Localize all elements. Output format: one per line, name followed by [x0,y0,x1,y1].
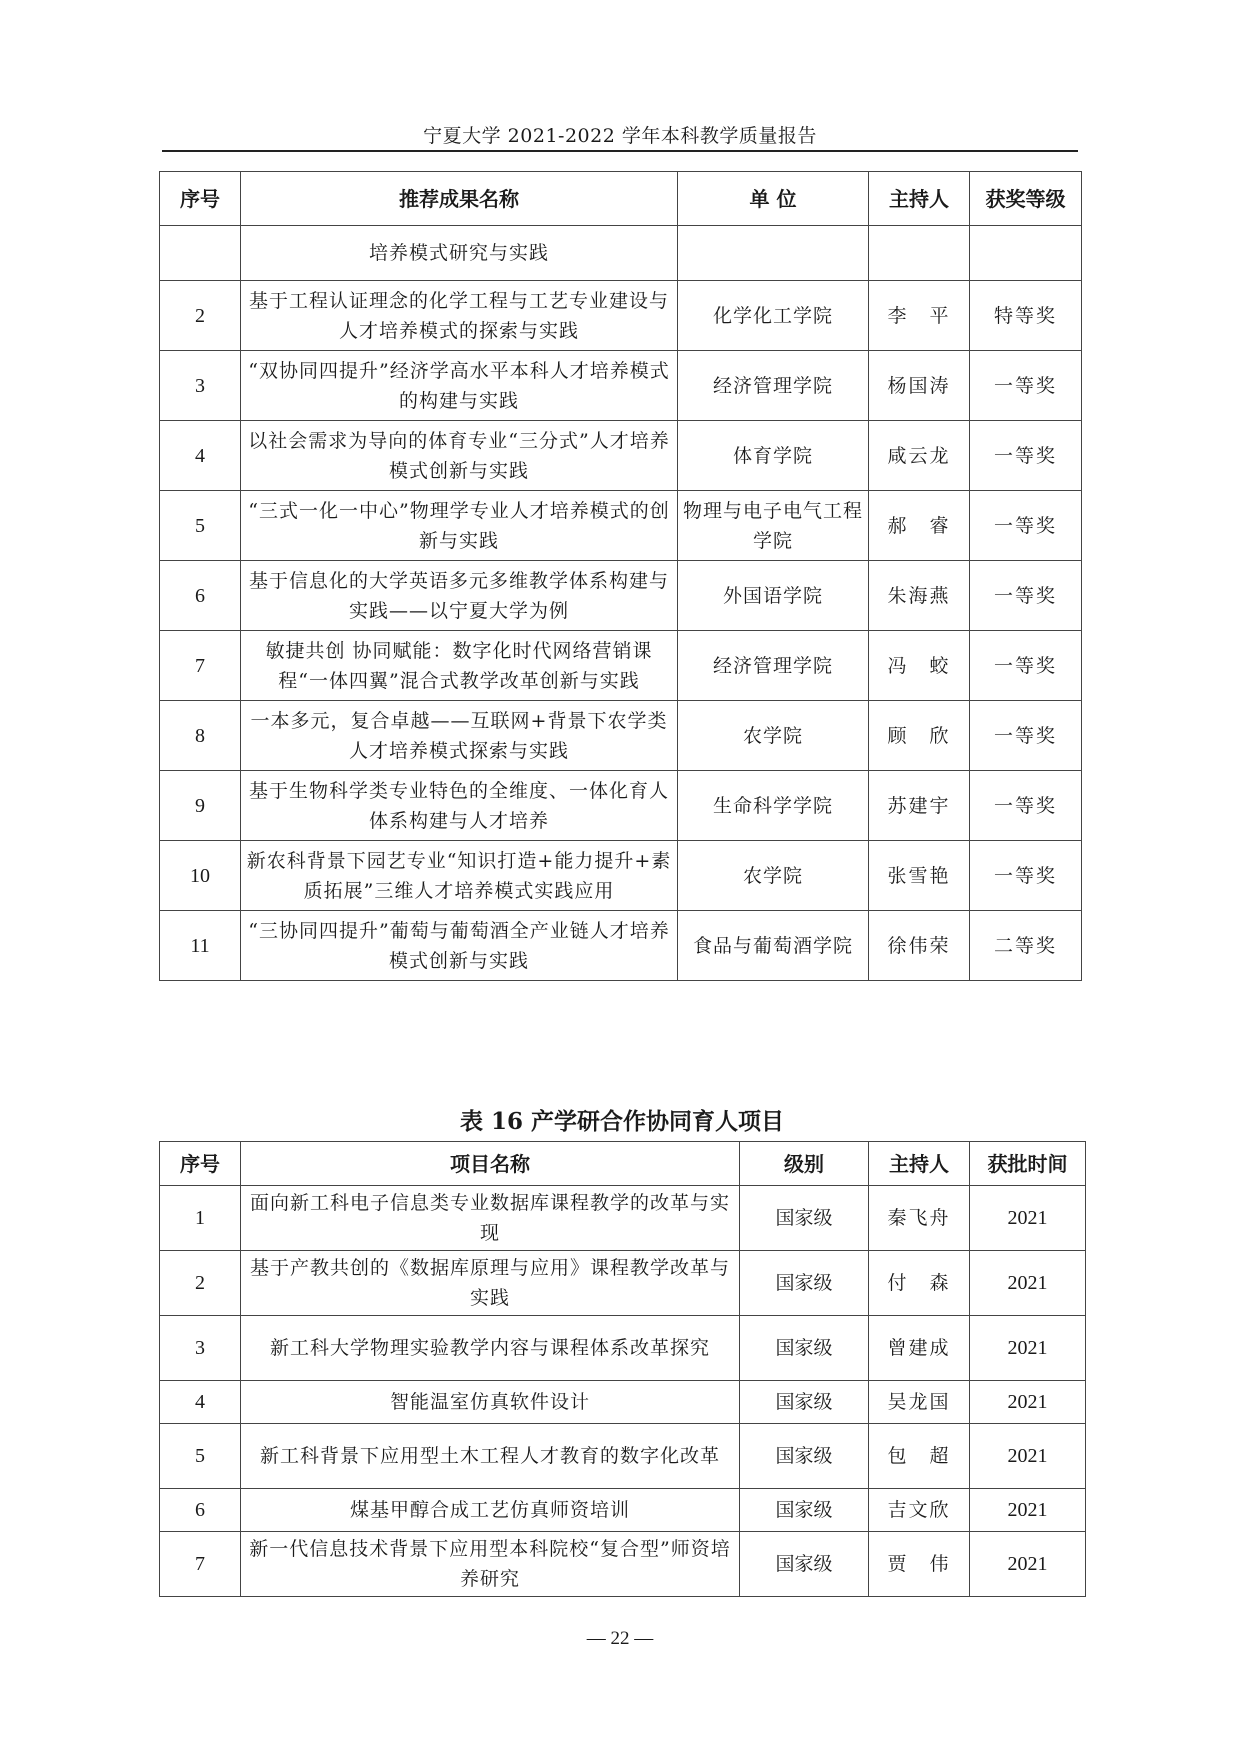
cell-no: 7 [160,1532,241,1597]
cell-name: “三式一化一中心”物理学专业人才培养模式的创新与实践 [241,491,678,561]
cell-award: 一等奖 [970,561,1082,631]
cell-award: 一等奖 [970,771,1082,841]
cell-host: 杨国涛 [869,351,970,421]
table-row [160,491,1082,561]
cell-award: 一等奖 [970,631,1082,701]
header-host: 主持人 [869,172,970,226]
header-name: 项目名称 [241,1142,740,1186]
cell-year: 2021 [970,1532,1086,1597]
table-row [160,1381,1086,1424]
award-table [159,171,1082,981]
table-row [160,1532,1086,1597]
table-row [160,281,1082,351]
cell-name: “三协同四提升”葡萄与葡萄酒全产业链人才培养模式创新与实践 [241,911,678,981]
cell-no: 3 [160,351,241,421]
cell-level: 国家级 [740,1532,869,1597]
cell-host: 苏建宇 [869,771,970,841]
cell-name: 培养模式研究与实践 [241,226,678,281]
cell-host: 朱海燕 [869,561,970,631]
header-no: 序号 [160,1142,241,1186]
cell-host: 贾 伟 [869,1532,970,1597]
cell-no: 2 [160,281,241,351]
cell-year: 2021 [970,1424,1086,1489]
cell-level: 国家级 [740,1251,869,1316]
cell-unit: 农学院 [678,841,869,911]
cell-host: 秦飞舟 [869,1186,970,1251]
cell-name: 新一代信息技术背景下应用型本科院校“复合型”师资培养研究 [241,1532,740,1597]
cell-host: 郝 睿 [869,491,970,561]
table-row [160,911,1082,981]
table-row [160,1424,1086,1489]
cell-name: 以社会需求为导向的体育专业“三分式”人才培养模式创新与实践 [241,421,678,491]
header-year: 获批时间 [970,1142,1086,1186]
table-row [160,701,1082,771]
cell-award: 一等奖 [970,491,1082,561]
table-row [160,351,1082,421]
table-caption: 表 16 产学研合作协同育人项目 [459,1108,785,1135]
cell-no: 5 [160,491,241,561]
cell-host: 徐伟荣 [869,911,970,981]
cell-no: 6 [160,1489,241,1532]
header-host: 主持人 [869,1142,970,1186]
cell-host: 吉文欣 [869,1489,970,1532]
table-row [160,631,1082,701]
cell-host: 包 超 [869,1424,970,1489]
cell-no: 2 [160,1251,241,1316]
cell-level: 国家级 [740,1186,869,1251]
page-number: — 22 — [586,1628,654,1649]
cell-year: 2021 [970,1381,1086,1424]
cell-level: 国家级 [740,1489,869,1532]
cell-year: 2021 [970,1489,1086,1532]
cell-no: 11 [160,911,241,981]
cell-award: 二等奖 [970,911,1082,981]
cell-name: 基于工程认证理念的化学工程与工艺专业建设与人才培养模式的探索与实践 [241,281,678,351]
cell-unit: 食品与葡萄酒学院 [678,911,869,981]
cell-award: 一等奖 [970,701,1082,771]
cell-host: 曾建成 [869,1316,970,1381]
cell-year: 2021 [970,1186,1086,1251]
cell-no: 7 [160,631,241,701]
cell-no: 4 [160,421,241,491]
cell-name: 煤基甲醇合成工艺仿真师资培训 [241,1489,740,1532]
cell-name: 新工科背景下应用型土木工程人才教育的数字化改革 [241,1424,740,1489]
cell-unit [678,226,869,281]
cell-award: 一等奖 [970,421,1082,491]
cell-host: 冯 蛟 [869,631,970,701]
cell-unit: 经济管理学院 [678,351,869,421]
header-rule [162,150,1078,152]
cell-level: 国家级 [740,1424,869,1489]
cell-name: 基于产教共创的《数据库原理与应用》课程教学改革与实践 [241,1251,740,1316]
cell-no: 10 [160,841,241,911]
cell-name: 面向新工科电子信息类专业数据库课程教学的改革与实现 [241,1186,740,1251]
cell-host: 付 森 [869,1251,970,1316]
cell-unit: 外国语学院 [678,561,869,631]
table-row [160,1186,1086,1251]
cell-unit: 物理与电子电气工程学院 [678,491,869,561]
cell-award: 特等奖 [970,281,1082,351]
cell-award [970,226,1082,281]
cell-host: 张雪艳 [869,841,970,911]
cell-no: 4 [160,1381,241,1424]
cell-unit: 经济管理学院 [678,631,869,701]
cell-name: 一本多元，复合卓越——互联网+背景下农学类人才培养模式探索与实践 [241,701,678,771]
industry-education-project-table [159,1141,1086,1597]
cell-name: “双协同四提升”经济学高水平本科人才培养模式的构建与实践 [241,351,678,421]
header-award: 获奖等级 [970,172,1082,226]
cell-host: 李 平 [869,281,970,351]
table-row [160,771,1082,841]
cell-award: 一等奖 [970,841,1082,911]
cell-no: 6 [160,561,241,631]
cell-no: 8 [160,701,241,771]
table-row-continuation [160,226,1082,281]
cell-name: 基于生物科学类专业特色的全维度、一体化育人体系构建与人才培养 [241,771,678,841]
cell-name: 敏捷共创 协同赋能：数字化时代网络营销课程“一体四翼”混合式教学改革创新与实践 [241,631,678,701]
cell-no: 3 [160,1316,241,1381]
cell-name: 智能温室仿真软件设计 [241,1381,740,1424]
cell-no: 5 [160,1424,241,1489]
header-no: 序号 [160,172,241,226]
cell-no [160,226,241,281]
cell-level: 国家级 [740,1381,869,1424]
cell-unit: 农学院 [678,701,869,771]
cell-host [869,226,970,281]
cell-host: 咸云龙 [869,421,970,491]
running-header: 宁夏大学 2021-2022 学年本科教学质量报告 [423,125,817,147]
cell-year: 2021 [970,1316,1086,1381]
header-level: 级别 [740,1142,869,1186]
table-row [160,1251,1086,1316]
cell-no: 1 [160,1186,241,1251]
cell-host: 吴龙国 [869,1381,970,1424]
cell-unit: 生命科学学院 [678,771,869,841]
cell-name: 新农科背景下园艺专业“知识打造+能力提升+素质拓展”三维人才培养模式实践应用 [241,841,678,911]
cell-year: 2021 [970,1251,1086,1316]
table-row [160,561,1082,631]
table-row [160,1489,1086,1532]
table-row [160,421,1082,491]
table-row [160,1316,1086,1381]
cell-host: 顾 欣 [869,701,970,771]
cell-name: 新工科大学物理实验教学内容与课程体系改革探究 [241,1316,740,1381]
cell-no: 9 [160,771,241,841]
cell-award: 一等奖 [970,351,1082,421]
table-row [160,841,1082,911]
header-name: 推荐成果名称 [241,172,678,226]
header-unit: 单 位 [678,172,869,226]
table-header-row [160,1142,1086,1186]
table-header-row [160,172,1082,226]
cell-level: 国家级 [740,1316,869,1381]
cell-unit: 体育学院 [678,421,869,491]
cell-unit: 化学化工学院 [678,281,869,351]
cell-name: 基于信息化的大学英语多元多维教学体系构建与实践——以宁夏大学为例 [241,561,678,631]
